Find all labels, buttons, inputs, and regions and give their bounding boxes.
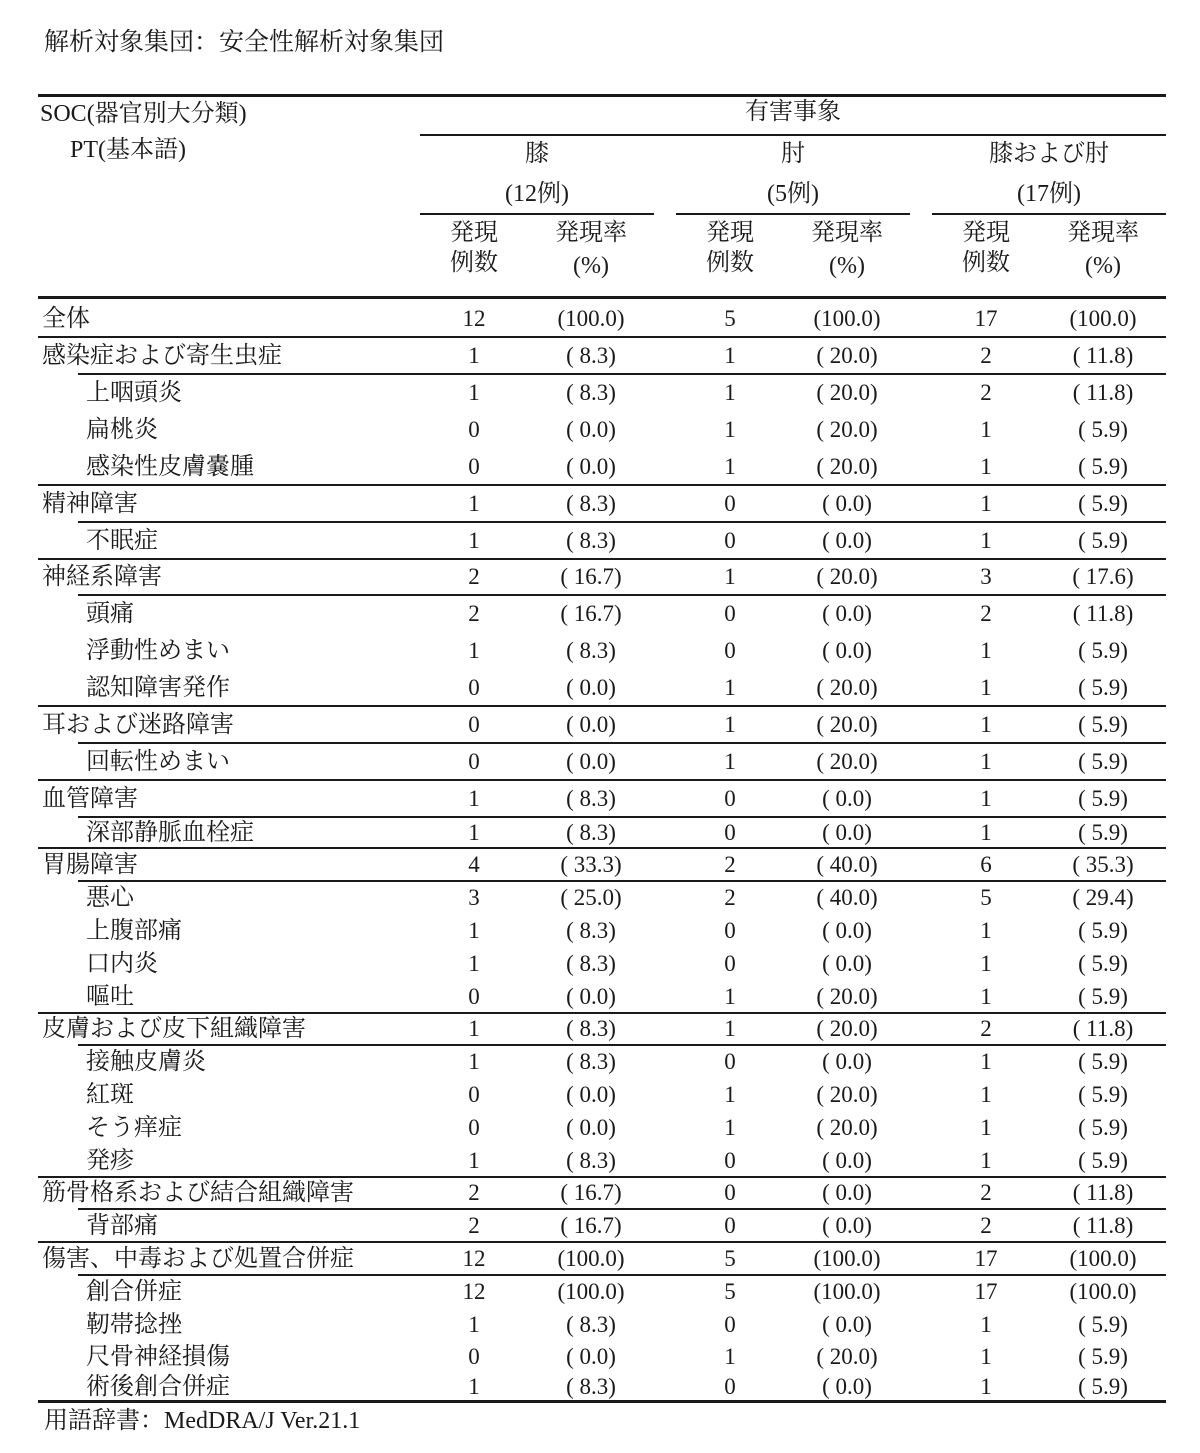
- count-cell: 1: [980, 491, 992, 516]
- soc-row-label: 皮膚および皮下組織障害: [42, 1016, 306, 1042]
- count-cell: 0: [724, 1374, 736, 1399]
- rate-cell: ( 5.9): [1078, 417, 1128, 442]
- group-name-elbow: 肘: [781, 141, 805, 167]
- count-cell: 1: [468, 491, 480, 516]
- count-cell: 1: [724, 984, 736, 1009]
- pt-row-label: 術後創合併症: [86, 1374, 230, 1400]
- count-cell: 5: [724, 1279, 736, 1304]
- rate-cell: ( 8.3): [566, 1148, 616, 1173]
- rate-cell: ( 0.0): [822, 820, 872, 845]
- count-cell: 3: [980, 564, 992, 589]
- population-label: 解析対象集団：安全性解析対象集団: [44, 29, 445, 56]
- rate-cell: ( 33.3): [560, 852, 622, 877]
- rate-cell: ( 0.0): [822, 1374, 872, 1399]
- pt-row-label: 背部痛: [86, 1213, 158, 1239]
- count-cell: 1: [980, 638, 992, 663]
- soc-row-label: 胃腸障害: [42, 852, 138, 878]
- pt-row-label: 発疹: [86, 1148, 134, 1174]
- count-cell: 1: [468, 1049, 480, 1074]
- count-cell: 1: [980, 1148, 992, 1173]
- pt-separator: [78, 373, 1166, 375]
- count-cell: 5: [724, 306, 736, 331]
- count-cell: 1: [980, 918, 992, 943]
- pt-separator: [78, 594, 1166, 596]
- count-cell: 5: [724, 1246, 736, 1271]
- count-cell: 2: [980, 601, 992, 626]
- count-cell: 0: [468, 1344, 480, 1369]
- count-cell: 1: [468, 1016, 480, 1041]
- count-cell: 17: [974, 1246, 998, 1271]
- rate-cell: ( 16.7): [560, 1180, 622, 1205]
- total-separator: [38, 336, 1166, 338]
- count-cell: 0: [468, 417, 480, 442]
- rate-cell: ( 5.9): [1078, 1049, 1128, 1074]
- soc-label: SOC(器官別大分類): [40, 101, 247, 127]
- rate-cell: ( 8.3): [566, 820, 616, 845]
- count-cell: 0: [468, 749, 480, 774]
- count-header-2-line1: 発現: [706, 220, 754, 246]
- rate-cell: ( 11.8): [1072, 343, 1134, 368]
- rate-cell: ( 0.0): [822, 918, 872, 943]
- rate-cell: ( 5.9): [1078, 1344, 1128, 1369]
- count-cell: 17: [974, 306, 998, 331]
- pt-row-label: 紅斑: [86, 1082, 134, 1108]
- rate-cell: ( 20.0): [816, 1082, 878, 1107]
- rate-cell: ( 20.0): [816, 380, 878, 405]
- table-bottom-rule: [38, 1400, 1166, 1403]
- count-cell: 2: [980, 1213, 992, 1238]
- count-cell: 0: [724, 491, 736, 516]
- count-cell: 1: [468, 638, 480, 663]
- rate-cell: ( 8.3): [566, 918, 616, 943]
- count-cell: 1: [980, 1049, 992, 1074]
- rate-cell: ( 20.0): [816, 712, 878, 737]
- rate-cell: ( 5.9): [1078, 951, 1128, 976]
- count-cell: 1: [980, 675, 992, 700]
- pt-row-label: 上腹部痛: [86, 918, 182, 944]
- count-cell: 1: [980, 1115, 992, 1140]
- pt-separator: [78, 880, 1166, 882]
- count-cell: 1: [724, 380, 736, 405]
- header-bottom-rule: [38, 296, 1166, 299]
- rate-cell: ( 5.9): [1078, 984, 1128, 1009]
- soc-row-label: 傷害、中毒および処置合併症: [42, 1246, 354, 1272]
- rate-cell: (100.0): [557, 1246, 625, 1271]
- count-cell: 12: [462, 1246, 486, 1271]
- count-cell: 1: [468, 528, 480, 553]
- count-cell: 0: [724, 1049, 736, 1074]
- group-n-both: (17例): [1017, 181, 1081, 207]
- soc-row-label: 筋骨格系および結合組織障害: [42, 1180, 354, 1206]
- count-cell: 1: [980, 1374, 992, 1399]
- count-cell: 0: [724, 820, 736, 845]
- count-cell: 1: [980, 749, 992, 774]
- rate-cell: ( 20.0): [816, 343, 878, 368]
- rate-cell: ( 8.3): [566, 1374, 616, 1399]
- rate-cell: ( 8.3): [566, 1016, 616, 1041]
- count-cell: 0: [468, 712, 480, 737]
- rate-cell: ( 20.0): [816, 564, 878, 589]
- rate-cell: ( 5.9): [1078, 918, 1128, 943]
- rate-cell: ( 0.0): [822, 1180, 872, 1205]
- count-cell: 1: [724, 343, 736, 368]
- count-cell: 2: [980, 343, 992, 368]
- group-rule-knee: [420, 213, 654, 215]
- count-cell: 0: [724, 951, 736, 976]
- rate-cell: ( 17.6): [1072, 564, 1134, 589]
- soc-separator: [38, 1012, 1166, 1014]
- count-cell: 5: [980, 885, 992, 910]
- soc-row-label: 感染症および寄生虫症: [42, 343, 282, 369]
- soc-separator: [38, 1176, 1166, 1178]
- rate-header-2-line1: 発現率: [811, 220, 883, 246]
- count-cell: 1: [980, 1082, 992, 1107]
- group-n-knee: (12例): [505, 181, 569, 207]
- rate-cell: ( 20.0): [816, 749, 878, 774]
- adverse-events-rule: [420, 134, 1166, 136]
- count-cell: 1: [980, 712, 992, 737]
- count-cell: 1: [980, 984, 992, 1009]
- rate-cell: ( 0.0): [566, 675, 616, 700]
- count-cell: 1: [468, 380, 480, 405]
- rate-cell: ( 5.9): [1078, 454, 1128, 479]
- pt-row-label: 悪心: [86, 885, 134, 911]
- group-rule-both: [932, 213, 1166, 215]
- count-header-2-line2: 例数: [706, 250, 754, 276]
- count-header-3-line2: 例数: [962, 250, 1010, 276]
- group-name-knee: 膝: [525, 141, 549, 167]
- rate-cell: ( 5.9): [1078, 712, 1128, 737]
- count-cell: 12: [462, 1279, 486, 1304]
- rate-cell: ( 5.9): [1078, 749, 1128, 774]
- rate-cell: ( 16.7): [560, 601, 622, 626]
- pt-row-label: 尺骨神経損傷: [86, 1344, 230, 1370]
- rate-cell: ( 5.9): [1078, 1148, 1128, 1173]
- count-cell: 12: [462, 306, 486, 331]
- rate-cell: ( 11.8): [1072, 380, 1134, 405]
- count-cell: 1: [468, 1312, 480, 1337]
- rate-cell: ( 40.0): [816, 852, 878, 877]
- count-cell: 0: [724, 918, 736, 943]
- rate-cell: ( 0.0): [822, 951, 872, 976]
- count-cell: 0: [724, 1148, 736, 1173]
- rate-cell: ( 20.0): [816, 984, 878, 1009]
- rate-cell: ( 8.3): [566, 491, 616, 516]
- count-cell: 17: [974, 1279, 998, 1304]
- count-cell: 0: [724, 638, 736, 663]
- rate-cell: ( 0.0): [566, 1344, 616, 1369]
- count-cell: 0: [724, 528, 736, 553]
- pt-label: PT(基本語): [70, 137, 186, 163]
- count-cell: 2: [724, 885, 736, 910]
- rate-cell: ( 20.0): [816, 417, 878, 442]
- soc-separator: [38, 484, 1166, 486]
- pt-row-label: 嘔吐: [86, 984, 134, 1010]
- rate-cell: ( 0.0): [822, 528, 872, 553]
- count-cell: 2: [468, 564, 480, 589]
- count-cell: 1: [468, 343, 480, 368]
- rate-cell: ( 8.3): [566, 951, 616, 976]
- rate-header-1-line1: 発現率: [555, 220, 627, 246]
- count-cell: 1: [980, 951, 992, 976]
- rate-cell: ( 8.3): [566, 638, 616, 663]
- rate-cell: ( 5.9): [1078, 786, 1128, 811]
- pt-row-label: 口内炎: [86, 951, 158, 977]
- count-cell: 1: [724, 749, 736, 774]
- pt-separator: [78, 742, 1166, 744]
- count-cell: 2: [468, 1180, 480, 1205]
- count-cell: 2: [724, 852, 736, 877]
- count-cell: 0: [724, 601, 736, 626]
- pt-row-label: 創合併症: [86, 1279, 182, 1305]
- rate-cell: ( 0.0): [822, 1049, 872, 1074]
- count-cell: 1: [724, 1115, 736, 1140]
- count-cell: 0: [724, 1312, 736, 1337]
- pt-row-label: 浮動性めまい: [86, 638, 230, 664]
- pt-row-label: 回転性めまい: [86, 749, 230, 775]
- soc-row-label: 耳および迷路障害: [42, 712, 234, 738]
- count-cell: 0: [468, 984, 480, 1009]
- rate-cell: ( 8.3): [566, 528, 616, 553]
- rate-cell: ( 0.0): [566, 749, 616, 774]
- rate-cell: (100.0): [557, 306, 625, 331]
- rate-cell: ( 5.9): [1078, 820, 1128, 845]
- pt-separator: [78, 1208, 1166, 1210]
- rate-cell: ( 11.8): [1072, 601, 1134, 626]
- count-cell: 1: [468, 820, 480, 845]
- adverse-events-label: 有害事象: [745, 99, 841, 125]
- count-cell: 0: [468, 454, 480, 479]
- pt-row-label: 扁桃炎: [86, 417, 158, 443]
- rate-cell: (100.0): [1069, 1279, 1137, 1304]
- count-cell: 1: [980, 1344, 992, 1369]
- rate-cell: ( 40.0): [816, 885, 878, 910]
- rate-cell: ( 16.7): [560, 1213, 622, 1238]
- rate-cell: ( 5.9): [1078, 1082, 1128, 1107]
- rate-cell: ( 20.0): [816, 1115, 878, 1140]
- pt-row-label: 接触皮膚炎: [86, 1049, 206, 1075]
- rate-cell: ( 0.0): [822, 1148, 872, 1173]
- rate-cell: ( 0.0): [822, 638, 872, 663]
- rate-cell: (100.0): [557, 1279, 625, 1304]
- pt-separator: [78, 1044, 1166, 1046]
- count-cell: 0: [724, 1213, 736, 1238]
- rate-cell: ( 8.3): [566, 380, 616, 405]
- soc-separator: [38, 705, 1166, 707]
- rate-cell: ( 20.0): [816, 454, 878, 479]
- rate-cell: ( 20.0): [816, 1016, 878, 1041]
- pt-row-label: 頭痛: [86, 601, 134, 627]
- pt-row-label: 不眠症: [86, 528, 158, 554]
- rate-cell: ( 5.9): [1078, 1374, 1128, 1399]
- soc-separator: [38, 558, 1166, 560]
- rate-cell: (100.0): [813, 1246, 881, 1271]
- count-cell: 1: [980, 820, 992, 845]
- rate-cell: ( 0.0): [822, 1312, 872, 1337]
- count-cell: 2: [980, 380, 992, 405]
- soc-row-label: 血管障害: [42, 786, 138, 812]
- count-cell: 1: [468, 786, 480, 811]
- rate-cell: ( 5.9): [1078, 528, 1128, 553]
- rate-cell: ( 5.9): [1078, 638, 1128, 663]
- rate-cell: ( 5.9): [1078, 491, 1128, 516]
- group-n-elbow: (5例): [767, 181, 819, 207]
- rate-header-1-line2: (%): [573, 253, 609, 279]
- rate-cell: ( 29.4): [1072, 885, 1134, 910]
- rate-header-3-line2: (%): [1085, 253, 1121, 279]
- rate-cell: ( 8.3): [566, 343, 616, 368]
- count-cell: 0: [468, 1115, 480, 1140]
- group-name-both: 膝および肘: [989, 141, 1109, 167]
- soc-separator: [38, 1241, 1166, 1243]
- count-cell: 1: [724, 417, 736, 442]
- count-cell: 1: [724, 712, 736, 737]
- count-cell: 2: [468, 1213, 480, 1238]
- count-cell: 4: [468, 852, 480, 877]
- count-header-1-line2: 例数: [450, 250, 498, 276]
- pt-separator: [78, 816, 1166, 818]
- rate-cell: ( 8.3): [566, 1312, 616, 1337]
- count-cell: 1: [468, 1148, 480, 1173]
- rate-cell: ( 35.3): [1072, 852, 1134, 877]
- soc-separator: [38, 779, 1166, 781]
- soc-row-label: 全体: [42, 306, 90, 332]
- rate-cell: ( 16.7): [560, 564, 622, 589]
- count-cell: 1: [468, 918, 480, 943]
- rate-header-3-line1: 発現率: [1067, 220, 1139, 246]
- pt-row-label: 感染性皮膚嚢腫: [86, 454, 254, 480]
- pt-row-label: 上咽頭炎: [86, 380, 182, 406]
- count-cell: 2: [980, 1180, 992, 1205]
- soc-separator: [38, 847, 1166, 849]
- rate-cell: ( 0.0): [566, 1082, 616, 1107]
- count-cell: 0: [724, 786, 736, 811]
- count-cell: 1: [724, 454, 736, 479]
- rate-cell: ( 11.8): [1072, 1213, 1134, 1238]
- count-cell: 1: [724, 564, 736, 589]
- rate-cell: ( 0.0): [566, 712, 616, 737]
- footnote: 用語辞書：MedDRA/J Ver.21.1: [44, 1408, 361, 1434]
- soc-row-label: 精神障害: [42, 491, 138, 517]
- rate-cell: ( 20.0): [816, 675, 878, 700]
- soc-row-label: 神経系障害: [42, 564, 162, 590]
- rate-cell: ( 0.0): [566, 984, 616, 1009]
- count-cell: 1: [980, 417, 992, 442]
- rate-cell: ( 0.0): [822, 601, 872, 626]
- rate-cell: ( 0.0): [566, 454, 616, 479]
- count-cell: 0: [468, 675, 480, 700]
- count-cell: 1: [724, 1082, 736, 1107]
- rate-cell: (100.0): [813, 1279, 881, 1304]
- count-cell: 3: [468, 885, 480, 910]
- count-cell: 1: [724, 1344, 736, 1369]
- count-cell: 1: [980, 528, 992, 553]
- pt-row-label: そう痒症: [86, 1115, 182, 1141]
- rate-cell: (100.0): [813, 306, 881, 331]
- count-header-3-line1: 発現: [962, 220, 1010, 246]
- count-cell: 1: [980, 454, 992, 479]
- rate-cell: ( 11.8): [1072, 1180, 1134, 1205]
- count-header-1-line1: 発現: [450, 220, 498, 246]
- count-cell: 1: [980, 1312, 992, 1337]
- pt-row-label: 認知障害発作: [86, 675, 230, 701]
- count-cell: 1: [980, 786, 992, 811]
- rate-header-2-line2: (%): [829, 253, 865, 279]
- rate-cell: ( 0.0): [566, 1115, 616, 1140]
- rate-cell: ( 0.0): [822, 1213, 872, 1238]
- rate-cell: ( 0.0): [822, 786, 872, 811]
- pt-separator: [78, 521, 1166, 523]
- pt-separator: [78, 1274, 1166, 1276]
- rate-cell: (100.0): [1069, 1246, 1137, 1271]
- rate-cell: ( 5.9): [1078, 1312, 1128, 1337]
- rate-cell: (100.0): [1069, 306, 1137, 331]
- rate-cell: ( 8.3): [566, 1049, 616, 1074]
- rate-cell: ( 5.9): [1078, 1115, 1128, 1140]
- count-cell: 1: [724, 1016, 736, 1041]
- table-top-rule: [38, 94, 1166, 97]
- rate-cell: ( 0.0): [566, 417, 616, 442]
- group-rule-elbow: [676, 213, 910, 215]
- count-cell: 1: [468, 951, 480, 976]
- count-cell: 1: [724, 675, 736, 700]
- pt-row-label: 深部静脈血栓症: [86, 820, 254, 846]
- count-cell: 1: [468, 1374, 480, 1399]
- rate-cell: ( 11.8): [1072, 1016, 1134, 1041]
- count-cell: 0: [724, 1180, 736, 1205]
- rate-cell: ( 0.0): [822, 491, 872, 516]
- rate-cell: ( 25.0): [560, 885, 622, 910]
- count-cell: 6: [980, 852, 992, 877]
- rate-cell: ( 5.9): [1078, 675, 1128, 700]
- pt-row-label: 靭帯捻挫: [86, 1312, 182, 1338]
- rate-cell: ( 8.3): [566, 786, 616, 811]
- count-cell: 2: [468, 601, 480, 626]
- count-cell: 2: [980, 1016, 992, 1041]
- rate-cell: ( 20.0): [816, 1344, 878, 1369]
- count-cell: 0: [468, 1082, 480, 1107]
